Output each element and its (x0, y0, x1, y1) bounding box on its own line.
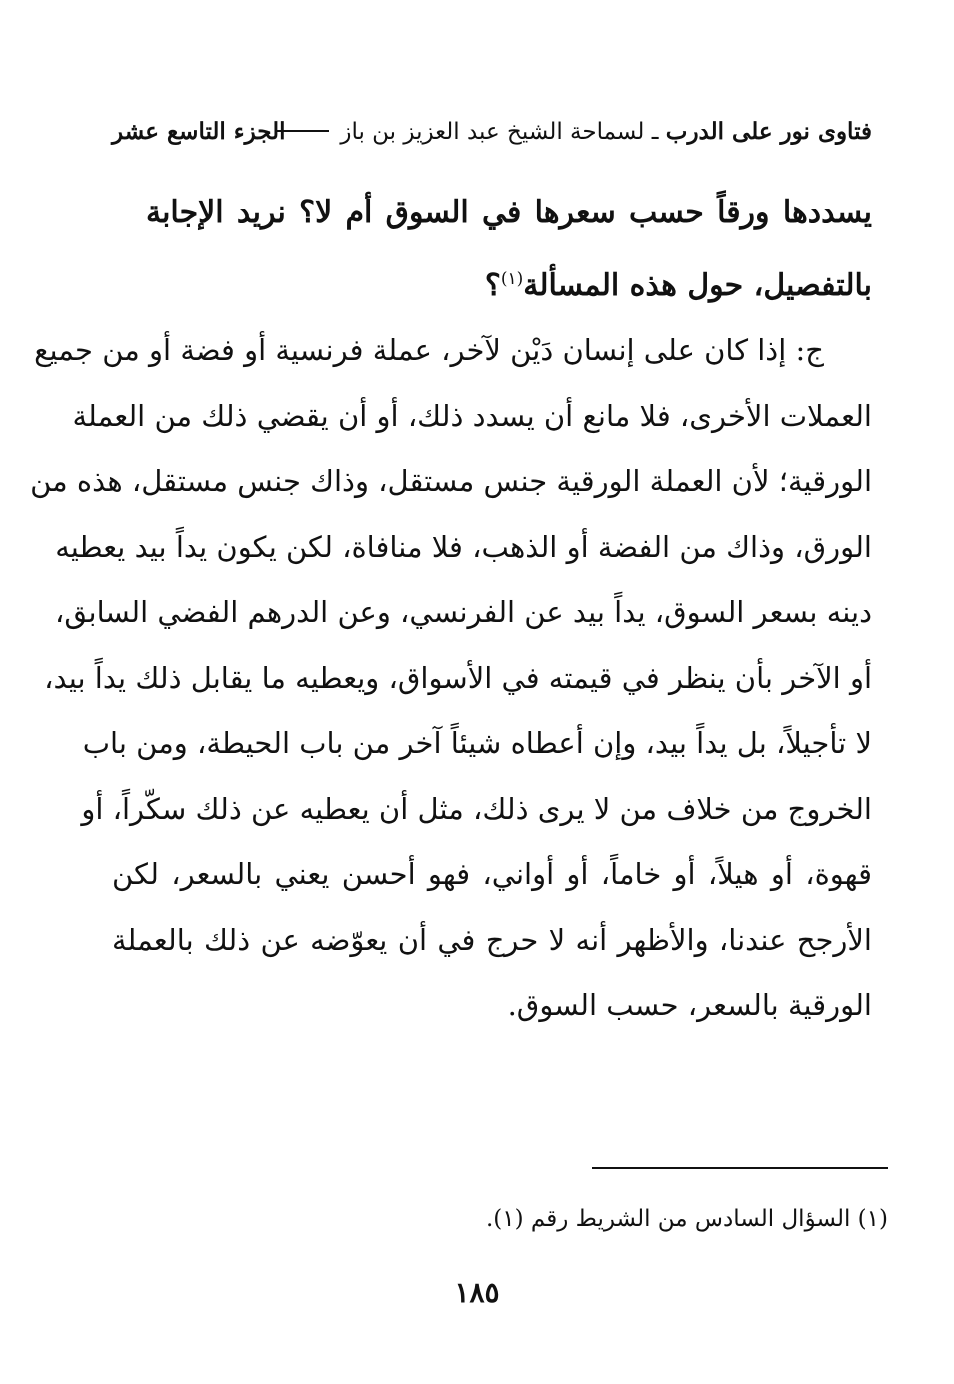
footnote-reference: (١) (500, 269, 524, 289)
answer-line: قهوة، أو هيلاً، أو خاماً، أو أواني، فهو أحسن يعني بالسعر، لكن (112, 857, 872, 891)
page-number: ١٨٥ (454, 1276, 500, 1309)
author-name: ـ لسماحة الشيخ عبد العزيز بن باز (340, 119, 659, 145)
question-line (146, 246, 872, 319)
question-line-text: بالتفصيل، حول هذه المسألة (523, 268, 872, 303)
question-line: يسددها ورقاً حسب سعرها في السوق أم لا؟ نريد الإجابة (146, 195, 872, 230)
answer-line: الورق، وذاك من الفضة أو الذهب، فلا منافاة، لكن يكون يداً بيد يعطيه (55, 529, 872, 564)
answer-line: الخروج من خلاف من لا يرى ذلك، مثل أن يعطيه عن ذلك سكّراً، أو (81, 791, 872, 826)
question-text (146, 180, 872, 319)
question-mark: ؟ (484, 268, 501, 303)
answer-text (30, 318, 872, 1039)
answer-line: لا تأجيلاً، بل يداً بيد، وإن أعطاه شيئاً آخر من باب الحيطة، ومن باب (82, 726, 872, 760)
footnote-divider (592, 1167, 888, 1169)
answer-line: الورقية بالسعر، حسب السوق. (507, 988, 872, 1022)
running-header (112, 112, 872, 152)
answer-line: ج: إذا كان على إنسان دَيْن لآخر، عملة فرنسية أو فضة أو من جميع (34, 333, 824, 367)
book-title: فتاوى نور على الدرب (665, 118, 872, 145)
footnote: (١) السؤال السادس من الشريط رقم (١). (485, 1206, 888, 1232)
answer-line: العملات الأخرى، فلا مانع أن يسدد ذلك، أو أن يقضي ذلك من العملة (72, 398, 872, 433)
volume-label: الجزء التاسع عشر (112, 118, 286, 145)
answer-line: الأرجح عندنا، والأظهر أنه لا حرج في أن يعوّضه عن ذلك بالعملة (112, 922, 872, 957)
answer-line: دينه بسعر السوق، يداً بيد عن الفرنسي، وعن الدرهم الفضي السابق، (54, 595, 872, 629)
answer-line: الورقية؛ لأن العملة الورقية جنس مستقل، وذاك جنس مستقل، هذه من (30, 464, 872, 498)
answer-line: أو الآخر بأن ينظر في قيمته في الأسواق، ويعطيه ما يقابل ذلك يداً بيد، (44, 660, 872, 695)
